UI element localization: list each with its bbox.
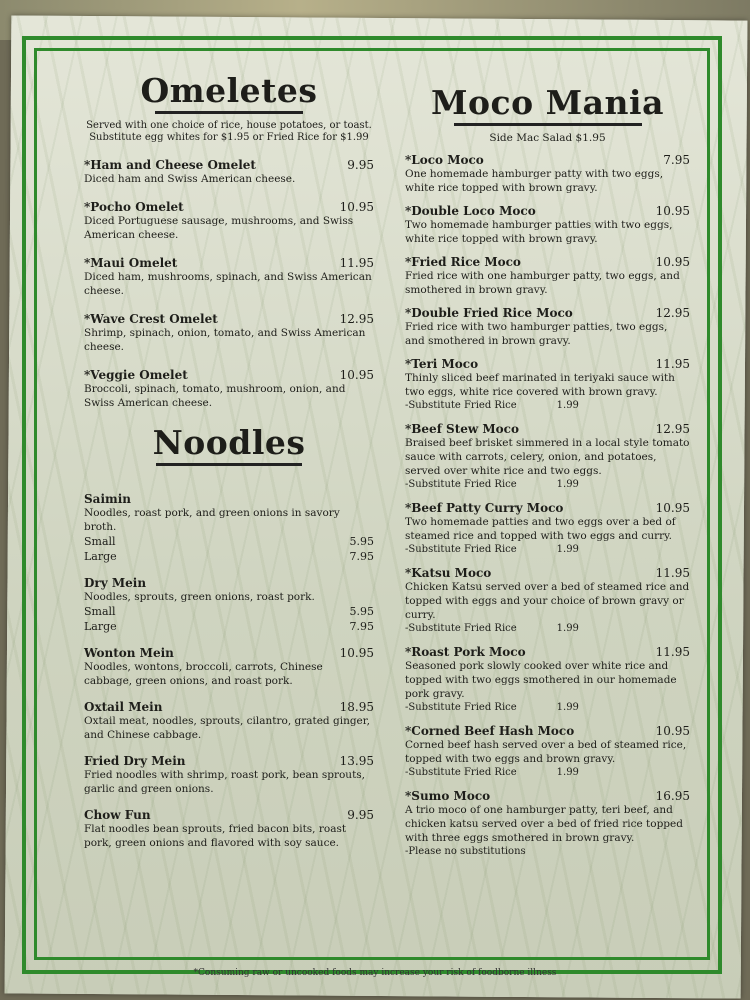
menu-item — [84, 200, 374, 242]
menu-item — [405, 645, 690, 715]
item-price: 12.95 — [655, 422, 690, 436]
item-price: 11.95 — [655, 566, 690, 580]
substitute-label: -Substitute Fried Rice — [405, 767, 517, 778]
item-description: Diced ham, mushrooms, spinach, and Swiss American cheese. — [84, 271, 372, 297]
footnote-warning: *Consuming raw or uncooked foods may increase your risk of foodborne illness — [193, 968, 557, 978]
item-price: 10.95 — [655, 724, 690, 738]
item-name: *Katsu Moco — [405, 566, 492, 580]
substitute-price: 1.99 — [556, 544, 579, 555]
item-price: 9.95 — [347, 808, 374, 822]
substitute-price: 1.99 — [556, 702, 579, 713]
menu-item — [84, 808, 374, 850]
menu-item — [405, 566, 690, 636]
item-name: *Maui Omelet — [84, 256, 178, 270]
item-name: Wonton Mein — [84, 646, 174, 660]
size-label: Small — [84, 535, 116, 548]
size-label: Large — [84, 620, 117, 633]
item-description: Fried noodles with shrimp, roast pork, bean sprouts, garlic and green onions. — [84, 769, 366, 795]
substitute-option — [405, 543, 690, 557]
substitute-label: -Substitute Fried Rice — [405, 479, 517, 490]
menu-item — [84, 368, 374, 410]
item-description: Noodles, wontons, broccoli, carrots, Chinese cabbage, green onions, and roast pork. — [84, 661, 323, 687]
item-description: Two homemade patties and two eggs over a bed of steamed rice and topped with two eggs and curry. — [405, 516, 676, 542]
item-price: 7.95 — [663, 153, 690, 167]
item-description: Corned beef hash served over a bed of steamed rice, topped with two eggs and brown gravy. — [405, 739, 687, 765]
moco-mania-title: Moco Mania — [431, 83, 664, 122]
item-description: Braised beef brisket simmered in a local style tomato sauce with carrots, celery, onion, and potatoes, served over white rice and two eggs. — [405, 437, 690, 477]
item-name: *Wave Crest Omelet — [84, 312, 218, 326]
menu-item-saimin — [84, 492, 374, 564]
item-price: 10.95 — [655, 204, 690, 218]
menu-item — [405, 153, 690, 195]
menu-item — [405, 501, 690, 557]
item-price: 10.95 — [655, 501, 690, 515]
substitute-label: -Substitute Fried Rice — [405, 702, 517, 713]
item-price: 12.95 — [339, 312, 374, 326]
item-price: 9.95 — [347, 158, 374, 172]
item-name: *Pocho Omelet — [84, 200, 184, 214]
substitute-option — [405, 701, 690, 715]
menu-item — [84, 256, 374, 298]
menu-item — [405, 789, 690, 859]
substitute-price: 1.99 — [556, 623, 579, 634]
substitute-price: 1.99 — [556, 400, 579, 411]
menu-item — [405, 422, 690, 492]
size-label: Small — [84, 605, 116, 618]
item-name: *Beef Stew Moco — [405, 422, 519, 436]
item-price: 11.95 — [655, 645, 690, 659]
item-name: *Teri Moco — [405, 357, 479, 371]
item-description: Flat noodles bean sprouts, fried bacon bits, roast pork, green onions and flavored with soy sauce. — [84, 823, 347, 849]
item-name: *Ham and Cheese Omelet — [84, 158, 256, 172]
menu-item — [405, 306, 690, 348]
omeletes-title: Omeletes — [140, 71, 318, 110]
menu-item — [405, 724, 690, 780]
menu-item — [84, 700, 374, 742]
substitute-option — [405, 622, 690, 636]
substitute-option — [405, 766, 690, 780]
item-description: Seasoned pork slowly cooked over white rice and topped with two eggs smothered in our homemade pork gravy. — [405, 660, 677, 700]
noodles-title: Noodles — [152, 423, 306, 462]
item-description: Diced Portuguese sausage, mushrooms, and Swiss American cheese. — [84, 215, 354, 241]
item-name: Oxtail Mein — [84, 700, 163, 714]
substitute-price: 1.99 — [556, 479, 579, 490]
item-description: Shrimp, spinach, onion, tomato, and Swiss American cheese. — [84, 327, 366, 353]
moco-note: Side Mac Salad $1.95 — [489, 132, 606, 144]
item-price: 13.95 — [339, 754, 374, 768]
item-description: Diced ham and Swiss American cheese. — [84, 173, 296, 185]
size-price: 5.95 — [349, 535, 374, 548]
no-substitutions-note: -Please no substitutions — [405, 846, 526, 857]
omeletes-note: Served with one choice of rice, house potatoes, or toast. Substitute egg whites for $1.95 or Fried Rice for $1.99 — [86, 120, 372, 143]
item-description: A trio moco of one hamburger patty, teri beef, and chicken katsu served over a bed of fried rice topped with three eggs smothered in brown gravy. — [405, 804, 683, 844]
item-price: 10.95 — [339, 368, 374, 382]
menu-item — [405, 255, 690, 297]
item-price: 10.95 — [339, 200, 374, 214]
menu-item-dry-mein — [84, 576, 374, 634]
item-description: Noodles, roast pork, and green onions in savory broth. — [84, 507, 340, 533]
size-price: 7.95 — [349, 550, 374, 563]
item-price: 16.95 — [655, 789, 690, 803]
substitute-option — [405, 478, 690, 492]
item-name: Saimin — [84, 492, 131, 506]
item-name: *Corned Beef Hash Moco — [405, 724, 575, 738]
right-column — [405, 84, 690, 859]
moco-title-underline — [454, 123, 642, 126]
size-label: Large — [84, 550, 117, 563]
item-price: 11.95 — [339, 256, 374, 270]
menu-item — [405, 204, 690, 246]
menu-item — [84, 754, 374, 796]
noodles-title-underline — [156, 463, 302, 466]
item-name: *Beef Patty Curry Moco — [405, 501, 564, 515]
substitute-label: -Substitute Fried Rice — [405, 400, 517, 411]
left-column — [84, 72, 374, 850]
substitute-price: 1.99 — [556, 767, 579, 778]
item-description: Chicken Katsu served over a bed of steamed rice and topped with eggs and your choice of brown gravy or curry. — [405, 581, 690, 621]
item-description: Noodles, sprouts, green onions, roast pork. — [84, 591, 315, 603]
size-price: 5.95 — [349, 605, 374, 618]
item-name: *Double Fried Rice Moco — [405, 306, 573, 320]
item-name: *Roast Pork Moco — [405, 645, 526, 659]
item-description: Fried rice with two hamburger patties, two eggs, and smothered in brown gravy. — [405, 321, 668, 347]
item-description: Broccoli, spinach, tomato, mushroom, onion, and Swiss American cheese. — [84, 383, 346, 409]
substitute-label: -Substitute Fried Rice — [405, 623, 517, 634]
item-price: 18.95 — [339, 700, 374, 714]
item-price: 12.95 — [655, 306, 690, 320]
menu-item — [84, 158, 374, 186]
menu-item — [84, 312, 374, 354]
omeletes-title-underline — [155, 111, 303, 114]
substitute-label: -Substitute Fried Rice — [405, 544, 517, 555]
item-description: Two homemade hamburger patties with two eggs, white rice topped with brown gravy. — [405, 219, 673, 245]
menu-item — [405, 357, 690, 413]
menu-item — [84, 646, 374, 688]
item-name: *Sumo Moco — [405, 789, 491, 803]
item-name: Dry Mein — [84, 576, 147, 590]
item-price: 11.95 — [655, 357, 690, 371]
size-price: 7.95 — [349, 620, 374, 633]
item-price: 10.95 — [655, 255, 690, 269]
item-description: Thinly sliced beef marinated in teriyaki sauce with two eggs, white rice covered with brown gravy. — [405, 372, 675, 398]
item-name: *Double Loco Moco — [405, 204, 536, 218]
item-name: Fried Dry Mein — [84, 754, 186, 768]
item-price: 10.95 — [339, 646, 374, 660]
item-description: Fried rice with one hamburger patty, two eggs, and smothered in brown gravy. — [405, 270, 680, 296]
item-name: *Fried Rice Moco — [405, 255, 521, 269]
item-description: Oxtail meat, noodles, sprouts, cilantro, grated ginger, and Chinese cabbage. — [84, 715, 370, 741]
substitute-option — [405, 399, 690, 413]
item-description: One homemade hamburger patty with two eggs, white rice topped with brown gravy. — [405, 168, 664, 194]
item-name: Chow Fun — [84, 808, 151, 822]
item-name: *Loco Moco — [405, 153, 484, 167]
item-name: *Veggie Omelet — [84, 368, 188, 382]
